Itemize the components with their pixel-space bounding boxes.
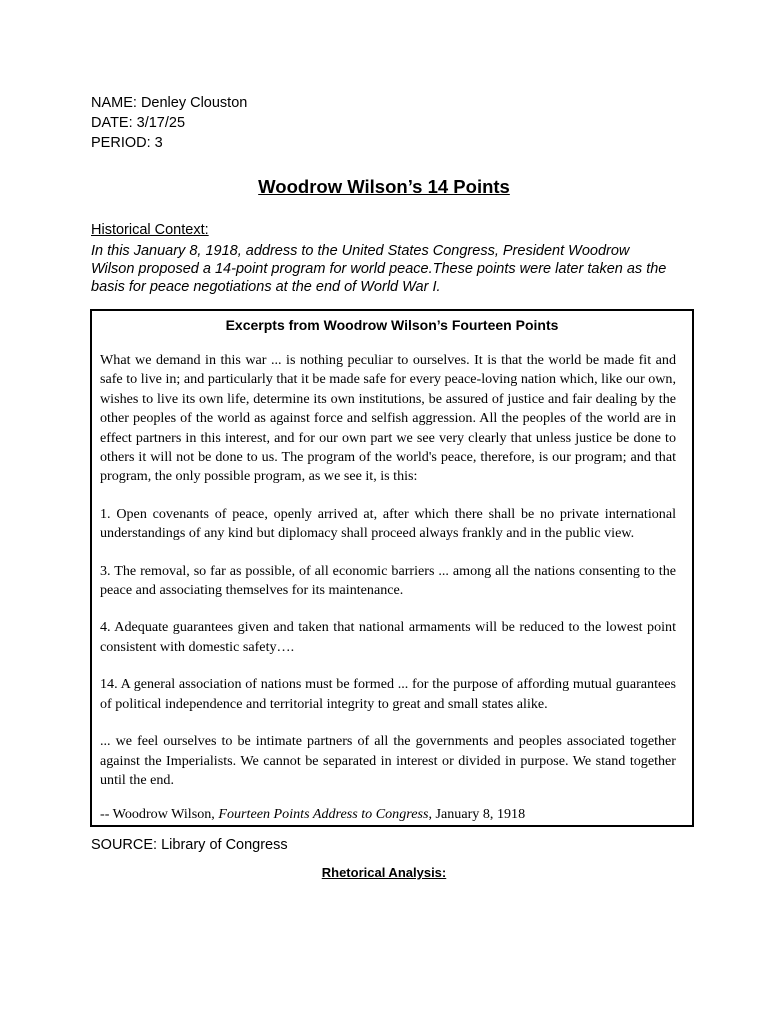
student-date: DATE: 3/17/25 [91,115,186,131]
attribution-suffix: , January 8, 1918 [428,806,526,822]
excerpt-box [90,309,694,827]
excerpt-paragraph: 1. Open covenants of peace, openly arrived at, after which there shall be no private international understandings of any kind but diplomacy shall proceed always frankly and in the public view. [100,505,676,542]
excerpt-paragraph: 3. The removal, so far as possible, of all economic barriers ... among all the nations consenting to the peace and associating themselves for its maintenance. [100,562,676,599]
student-info [91,93,247,153]
excerpt-body [100,351,676,808]
excerpt-paragraph: What we demand in this war ... is nothing peculiar to ourselves. It is that the world be made fit and safe to live in; and particularly that it be made safe for every peace-loving nation which, like our own, wishes to live its own life, determine its own institutions, be assured of justice and fair dealing by the other peoples of the world as against force and selfish aggression. All the peoples of the world are in effect partners in this interest, and for our own part we see very clearly that unless justice be done to others it will not be done to us. The program of the world's peace, therefore, is our program; and that program, the only possible program, as we see it, is this: [100,352,676,485]
excerpt-title: Excerpts from Woodrow Wilson’s Fourteen Points [225,317,559,333]
attribution-prefix: -- Woodrow Wilson, [100,806,219,822]
student-period: PERIOD: 3 [91,135,163,151]
historical-context-label: Historical Context: [91,222,209,238]
excerpt-paragraph: 14. A general association of nations must be formed ... for the purpose of affording mutual guarantees of political independence and territorial integrity to great and small states alike. [100,676,676,712]
excerpt-paragraph: 4. Adequate guarantees given and taken that national armaments will be reduced to the lowest point consistent with domestic safety…. [100,619,676,655]
attribution-work: Fourteen Points Address to Congress [218,806,429,822]
excerpt-attribution [100,806,525,823]
historical-context-text: In this January 8, 1918, address to the United States Congress, President Woodrow Wilson proposed a 14-point program for world peace.These points were later taken as the basis for peace negotiations at the end of World War I. [91,243,667,295]
page-title: Woodrow Wilson’s 14 Points [258,176,510,197]
source-line: SOURCE: Library of Congress [91,837,288,853]
excerpt-paragraph: ... we feel ourselves to be intimate partners of all the governments and peoples associated together against the Imperialists. We cannot be separated in interest or divided in purpose. We stand together until the end. [100,733,676,788]
rhetorical-analysis-heading: Rhetorical Analysis: [321,865,447,880]
student-name: NAME: Denley Clouston [91,95,248,111]
